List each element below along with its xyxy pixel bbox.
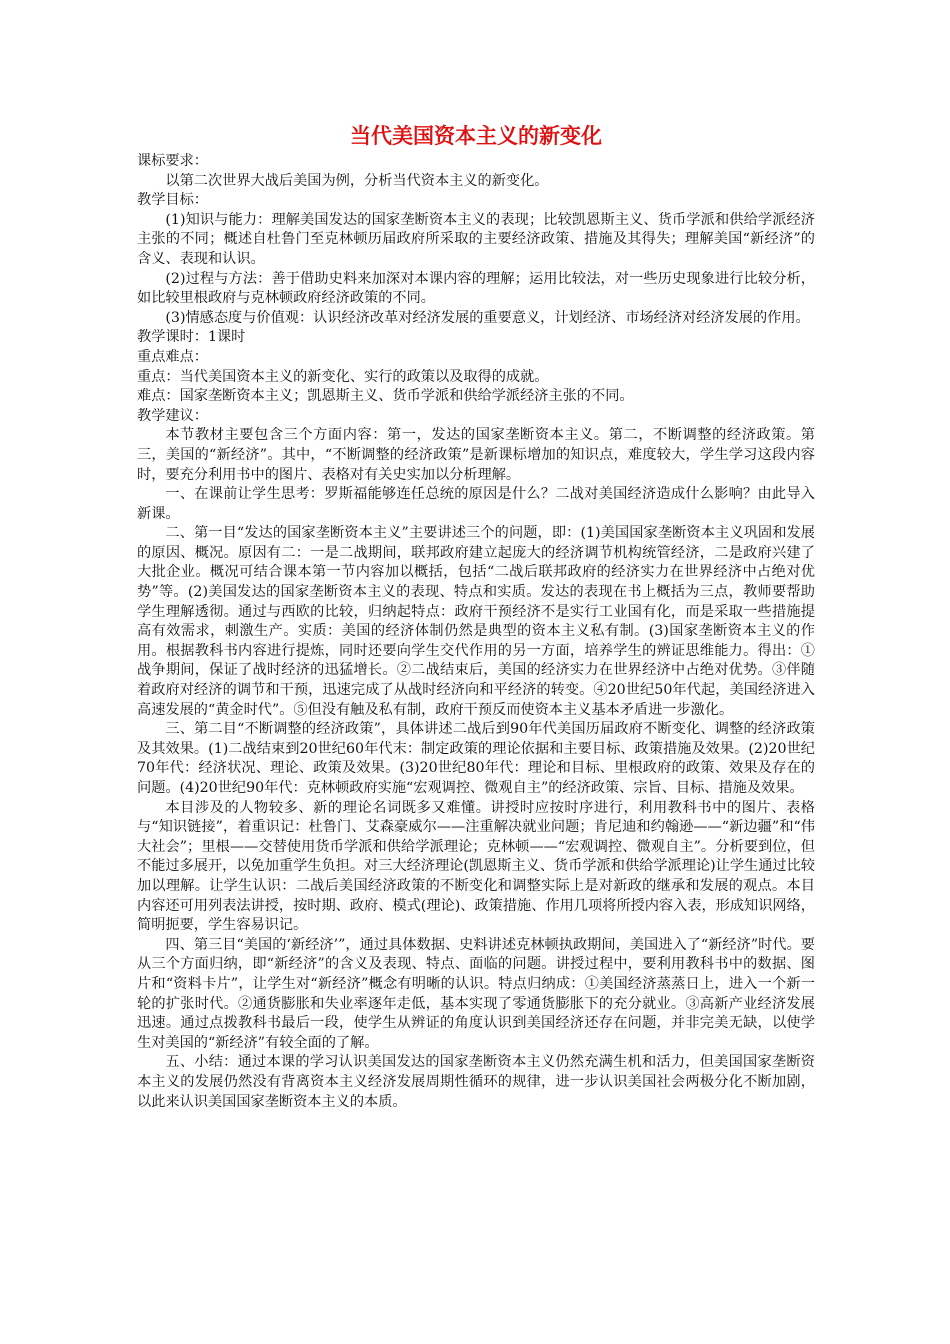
paragraph-goal-1: (1)知识与能力：理解美国发达的国家垄断资本主义的表现；比较凯恩斯主义、货币学派和供给学派经济主张的不同；概述自杜鲁门至克林顿历届政府所采取的主要经济政策、措施及其得失；理解美国“新经济”的含义、表现和认识。 — [137, 211, 815, 267]
heading-suggestions: 教学建议： — [137, 407, 208, 424]
paragraph-section-4: 四、第三目“美国的‘新经济’”，通过具体数据、史料讲述克林顿执政期间，美国进入了“新经济”时代。要从三个方面归纳，即“新经济”的含义及表现、特点、面临的问题。讲授过程中，要利用教科书中的数据、图片和“资料卡片”，让学生对“新经济”概念有明晰的认识。特点归纳成：①美国经济蒸蒸日上，进入一个新一轮的扩张时代。②通货膨胀和失业率逐年走低，基本实现了零通货膨胀下的充分就业。③高新产业经济发展迅速。通过点拨教科书最后一段，使学生从辨证的角度认识到美国经济还存在问题，并非完美无缺，以使学生对美国的“新经济”有较全面的了解。 — [137, 936, 815, 1051]
line-difficulty: 难点：国家垄断资本主义；凯恩斯主义、货币学派和供给学派经济主张的不同。 — [137, 388, 634, 405]
heading-key-points: 重点难点： — [137, 348, 208, 365]
line-key-point: 重点：当代美国资本主义的新变化、实行的政策以及取得的成就。 — [137, 368, 549, 385]
paragraph-goal-2: (2)过程与方法：善于借助史料来加深对本课内容的理解；运用比较法，对一些历史现象进行比较分析，如比较里根政府与克林顿政府经济政策的不同。 — [137, 270, 815, 307]
paragraph-section-3-notes: 本目涉及的人物较多、新的理论名词既多又难懂。讲授时应按时序进行，利用教科书中的图片、表格与“知识链接”，着重识记：杜鲁门、艾森豪威尔——注重解决就业问题；肯尼迪和约翰逊——“新边疆”和“伟大社会”；里根——交替使用货币学派和供给学派理论；克林顿——“宏观调控、微观自主”。分析要到位，但不能过多展开，以免加重学生负担。对三大经济理论(凯恩斯主义、货币学派和供给学派理论)让学生通过比较加以理解。让学生认识：二战后美国经济政策的不断变化和调整实际上是对新政的继承和发展的观点。本目内容还可用列表法讲授，按时期、政府、模式(理论)、政策措施、作用几项将所授内容入表，形成知识网络，简明扼要，学生容易识记。 — [137, 799, 815, 934]
paragraph-goal-3: (3)情感态度与价值观：认识经济改革对经济发展的重要意义，计划经济、市场经济对经济发展的作用。 — [165, 309, 810, 326]
paragraph-summary: 五、小结：通过本课的学习认识美国发达的国家垄断资本主义仍然充满生机和活力，但美国国家垄断资本主义的发展仍然没有背离资本主义经济发展周期性循环的规律，进一步认识美国社会两极分化不断加剧，以此来认识美国国家垄断资本主义的本质。 — [137, 1054, 815, 1110]
heading-curriculum: 课标要求： — [137, 153, 208, 169]
document-page — [137, 122, 815, 1112]
document-title: 当代美国资本主义的新变化 — [350, 124, 602, 148]
paragraph-section-1: 一、在课前让学生思考：罗斯福能够连任总统的原因是什么？二战对美国经济造成什么影响？由此导入新课。 — [137, 486, 815, 522]
heading-goals: 教学目标： — [137, 192, 208, 209]
paragraph-section-3: 三、第二目“不断调整的经济政策”，具体讲述二战后到90年代美国历届政府不断变化、调整的经济政策及其效果。(1)二战结束到20世纪60年代末：制定政策的理论依据和主要目标、政策措施及效果。(2)20世纪70年代：经济状况、理论、政策及效果。(3)20世纪80年代：理论和目标、里根政府的政策、效果及存在的问题。(4)20世纪90年代：克林顿政府实施“宏观调控、微观自主”的经济政策、宗旨、目标、措施及效果。 — [137, 721, 815, 796]
paragraph-curriculum: 以第二次世界大战后美国为例，分析当代资本主义的新变化。 — [165, 172, 549, 189]
paragraph-section-2: 二、第一目“发达的国家垄断资本主义”主要讲述三个的问题，即：(1)美国国家垄断资本主义巩固和发展的原因、概况。原因有二：一是二战期间，联邦政府建立起庞大的经济调节机构统管经济，二是政府兴建了大批企业。概况可结合课本第一节内容加以概括，包括“二战后联邦政府的经济实力在世界经济中占绝对优势”等。(2)美国发达的国家垄断资本主义的表现、特点和实质。发达的表现在书上概括为三点，教师要帮助学生理解透彻。通过与西欧的比较，归纳起特点：政府干预经济不是实行工业国有化，而是采取一些措施提高有效需求，刺激生产。实质：美国的经济体制仍然是典型的资本主义私有制。(3)国家垄断资本主义的作用。根据教科书内容进行提炼，同时还要向学生交代作用的另一方面，培养学生的辨证思维能力。得出：①战争期间，保证了战时经济的迅猛增长。②二战结束后，美国的经济实力在世界经济中占绝对优势。③伴随着政府对经济的调节和干预，迅速完成了从战时经济向和平经济的转变。④20世纪50年代起，美国经济进入高速发展的“黄金时代”。⑤但没有触及私有制，政府干预反而使资本主义基本矛盾进一步激化。 — [137, 525, 815, 718]
line-class-hours: 教学课时：1课时 — [137, 329, 246, 346]
paragraph-overview: 本节教材主要包含三个方面内容：第一，发达的国家垄断资本主义。第二，不断调整的经济政策。第三，美国的“新经济”。其中，“不断调整的经济政策”是新课标增加的知识点，难度较大，学生学习这段内容时，要充分利用书中的图片、表格对有关史实加以分析理解。 — [137, 427, 815, 483]
